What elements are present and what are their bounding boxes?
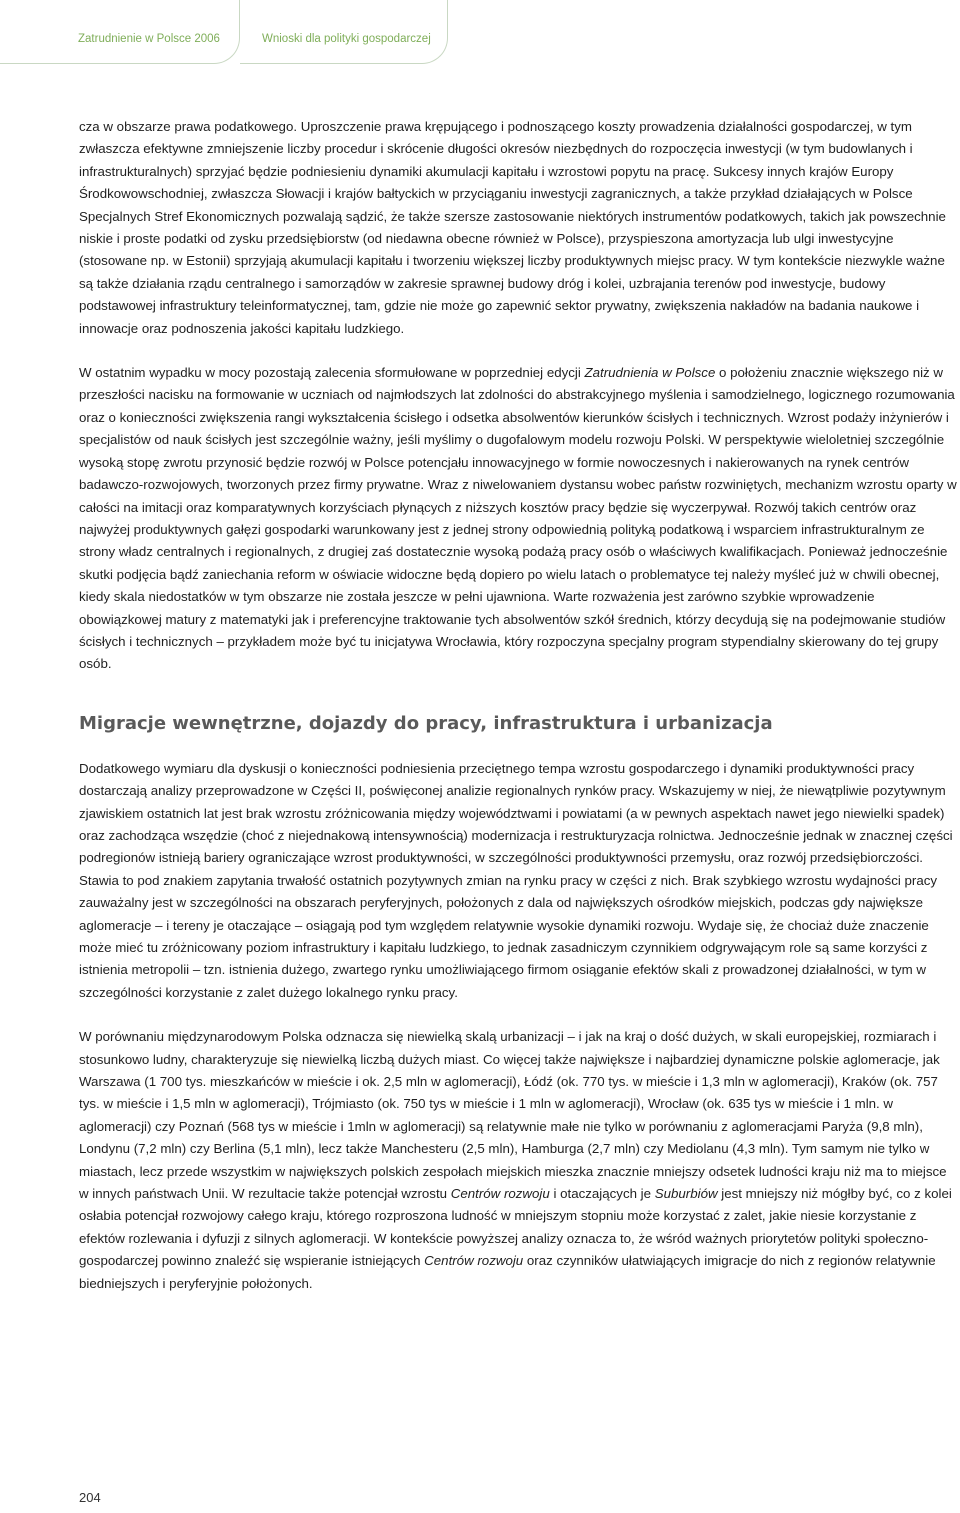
header-tab-publication	[0, 0, 240, 64]
paragraph-4	[79, 1026, 959, 1295]
page-number: 204	[79, 1490, 101, 1505]
paragraph-1: cza w obszarze prawa podatkowego. Uproszczenie prawa krępującego i podnoszącego koszty prowadzenia działalności gospodarczej, w tym zwłaszcza efektywne zmniejszenie liczby procedur i skrócenie długości okresów niezbędnych do rozpoczęcia inwestycji (w tym budowlanych i infrastrukturalnych) sprzyjać będzie podniesieniu dynamiki akumulacji kapitału i wzrostowi popytu na pracę. Sukcesy innych krajów Europy Środkowowschodniej, zwłaszcza Słowacji i krajów bałtyckich w przyciąganiu inwestycji zagranicznych, a także przykład działających w Polsce Specjalnych Stref Ekonomicznych pozwalają sądzić, że także szersze zastosowanie niektórych instrumentów podatkowych, takich jak powszechnie niskie i proste podatki od zysku przedsiębiorstw (od niedawna obecne również w Polsce), przyspieszona amortyzacja lub ulgi inwestycyjne (stosowane np. w Estonii) sprzyjają akumulacji kapitału i tworzeniu większej liczby produktywnych miejsc pracy. W tym kontekście niezwykle ważne są także działania rządu centralnego i samorządów w zakresie sprawnej budowy dróg i kolei, uzbrajania terenów pod inwestycje, budowy podstawowej infrastruktury teleinformatycznej, tam, gdzie nie może go zapewnić sektor prywatny, zwiększenia nakładów na badania naukowe i innowacje oraz podnoszenia jakości kapitału ludzkiego.	[79, 119, 946, 336]
paragraph-3: Dodatkowego wymiaru dla dyskusji o konieczności podniesienia przeciętnego tempa wzrostu gospodarczego i dynamiki produktywności pracy dostarczają analizy przeprowadzone w Części II, poświęconej analizie regionalnych rynków pracy. Wskazujemy w niej, że niewątpliwie pozytywnym zjawiskiem ostatnich lat jest brak wzrostu zróżnicowania między województwami i powiatami (a w pewnych aspektach nawet jego niewielki spadek) oraz zachodząca wszędzie (choć z niejednakową intensywnością) modernizacja i restrukturyzacja rolnictwa. Jednocześnie jednak w znacznej części podregionów istnieją bariery ograniczające wzrost produktywności, w szczególności produktywności przemysłu, oraz rozwój przedsiębiorczości. Stawia to pod znakiem zapytania trwałość ostatnich pozytywnych zmian na rynku pracy w części z nich. Brak szybkiego wzrostu wydajności pracy zauważalny jest w szczególności na obszarach peryferyjnych, położonych z dala od największych ośrodków miejskich, podczas gdy największe aglomeracje – i tereny je otaczające – osiągają pod tym względem relatywnie wysokie dynamiki rozwoju. Wydaje się, że chociaż duże znaczenie może mieć tu zróżnicowany poziom infrastruktury i kapitału ludzkiego, to jednak zasadniczym czynnikiem odgrywającym role są same korzyści z istnienia metropolii – tzn. istnienia dużego, zwartego rynku umożliwiającego firmom osiąganie efektów skali z prowadzonej działalności, w tym w szczególności korzystanie z zalet dużego lokalnego rynku pracy.	[79, 760, 953, 1000]
paragraph-4-italic-3: Centrów rozwoju	[424, 1253, 524, 1269]
paragraph-4-part-a: W porównaniu międzynarodowym Polska odznacza się niewielką skalą urbanizacji – i jak na kraj o dość dużych, w skali europejskiej, rozmiarach i stosunkowo ludny, charakteryzuje się niewielką liczbą dużych miast. Co więcej także największe i najbardziej dynamiczne polskie aglomeracje, jak Warszawa (1 700 tys. mieszkańców w mieście i ok. 2,5 mln w aglomeracji), Łódź (ok. 770 tys. w mieście i 1,3 mln w aglomeracji), Kraków (ok. 757 tys. w mieście i 1,5 mln w aglomeracji), Trójmiasto (ok. 750 tys w mieście i 1 mln w aglomeracji), Wrocław (ok. 635 tys w mieście i 1 mln. w aglomeracji) czy Poznań (568 tys w mieście i 1mln w aglomeracji) są relatywnie małe nie tylko w porównaniu z aglomeracjami Paryża (9,8 mln), Londynu (7,2 mln) czy Berlina (5,1 mln), lecz także Manchesteru (2,5 mln), Hamburga (2,7 mln) czy Mediolanu (4,3 mln). Tym samym nie tylko w miastach, lecz przede wszystkim w największych polskich zespołach miejskich mieszka znacznie mniejszy odsetek ludności kraju niż ma to miejsce w innych państwach Unii. W rezultacie także potencjał wzrostu	[79, 1029, 947, 1202]
paragraph-2	[79, 362, 959, 676]
running-header	[0, 0, 960, 82]
paragraph-2-part-a: W ostatnim wypadku w mocy pozostają zalecenia sformułowane w poprzedniej edycji	[79, 365, 585, 381]
header-chapter-title: Wnioski dla polityki gospodarczej	[262, 33, 431, 45]
paragraph-4-italic-2: Suburbiów	[654, 1186, 718, 1202]
paragraph-4-part-c: jest mniejszy niż mógłby być, co z kolei osłabia potencjał rozwojowy całego kraju, którego rozproszona ludność w mniejszym stopniu może korzystać z zalet, jakie niesie korzystanie z efektów rozlewania i dyfuzji z silnych aglomeracji. W kontekście powyższej analizy oznacza to, że wśród ważnych priorytetów polityki społeczno-gospodarczej powinno znaleźć się wspieranie istniejących	[79, 1186, 952, 1269]
paragraph-4-part-b: i otaczających je	[549, 1186, 655, 1202]
header-publication-title: Zatrudnienie w Polsce 2006	[78, 33, 220, 45]
header-tab-chapter	[240, 0, 448, 64]
paragraph-2-italic-title: Zatrudnienia w Polsce	[584, 365, 716, 381]
document-body	[79, 116, 959, 1295]
paragraph-4-italic-1: Centrów rozwoju	[450, 1186, 550, 1202]
paragraph-2-part-b: o położeniu znacznie większego niż w przeszłości nacisku na formowanie w uczniach od najmłodszych lat zdolności do abstrakcyjnego myślenia i samodzielnego, logicznego rozumowania oraz o konieczności zwiększenia rangi wykształcenia ścisłego i odsetka absolwentów kierunków ścisłych i technicznych. Wzrost podaży inżynierów i specjalistów od nauk ścisłych jest szczególnie ważny, jeśli myślimy o dugofalowym modelu rozwoju Polski. W perspektywie wieloletniej szczególnie wysoką stopę zwrotu przynosić będzie rozwój w Polsce potencjału innowacyjnego w formie nowoczesnych i nakierowanych na rynek centrów badawczo-rozwojowych, tworzonych przez firmy prywatne. Wraz z niwelowaniem dystansu wobec państw rozwiniętych, mechanizm wzrostu oparty w całości na imitacji oraz komparatywnych korzyściach płynących z niższych kosztów pracy będzie się wyczerpywał. Rozwój takich centrów oraz najwyżej produktywnych gałęzi gospodarki warunkowany jest z jednej strony odpowiednią polityką podatkową i wsparciem infrastrukturalnym ze strony władz centralnych i regionalnych, z drugiej zaś dostatecznie wysoką podażą pracy osób o właściwych kwalifikacjach. Ponieważ jednocześnie skutki podjęcia bądź zaniechania reform w oświacie widoczne będą dopiero po wielu latach o problematyce tej należy myśleć już w chwili obecnej, kiedy skala niedostatków w tym obszarze nie została jeszcze w pełni ujawniona. Warte rozważenia jest zarówno szybkie wprowadzenie obowiązkowej matury z matematyki jak i preferencyjne traktowanie tych absolwentów szkół średnich, którzy decydują się na podejmowanie studiów ścisłych i technicznych – przykładem może być tu inicjatywa Wrocławia, który rozpoczyna specjalny program stypendialny skierowany do tej grupy osób.	[79, 365, 957, 672]
section-heading: Migracje wewnętrzne, dojazdy do pracy, infrastruktura i urbanizacja	[79, 712, 773, 734]
paragraph-4-part-d: oraz czynników ułatwiających imigracje do nich z regionów relatywnie biedniejszych i peryferyjnie położonych.	[79, 1253, 936, 1291]
